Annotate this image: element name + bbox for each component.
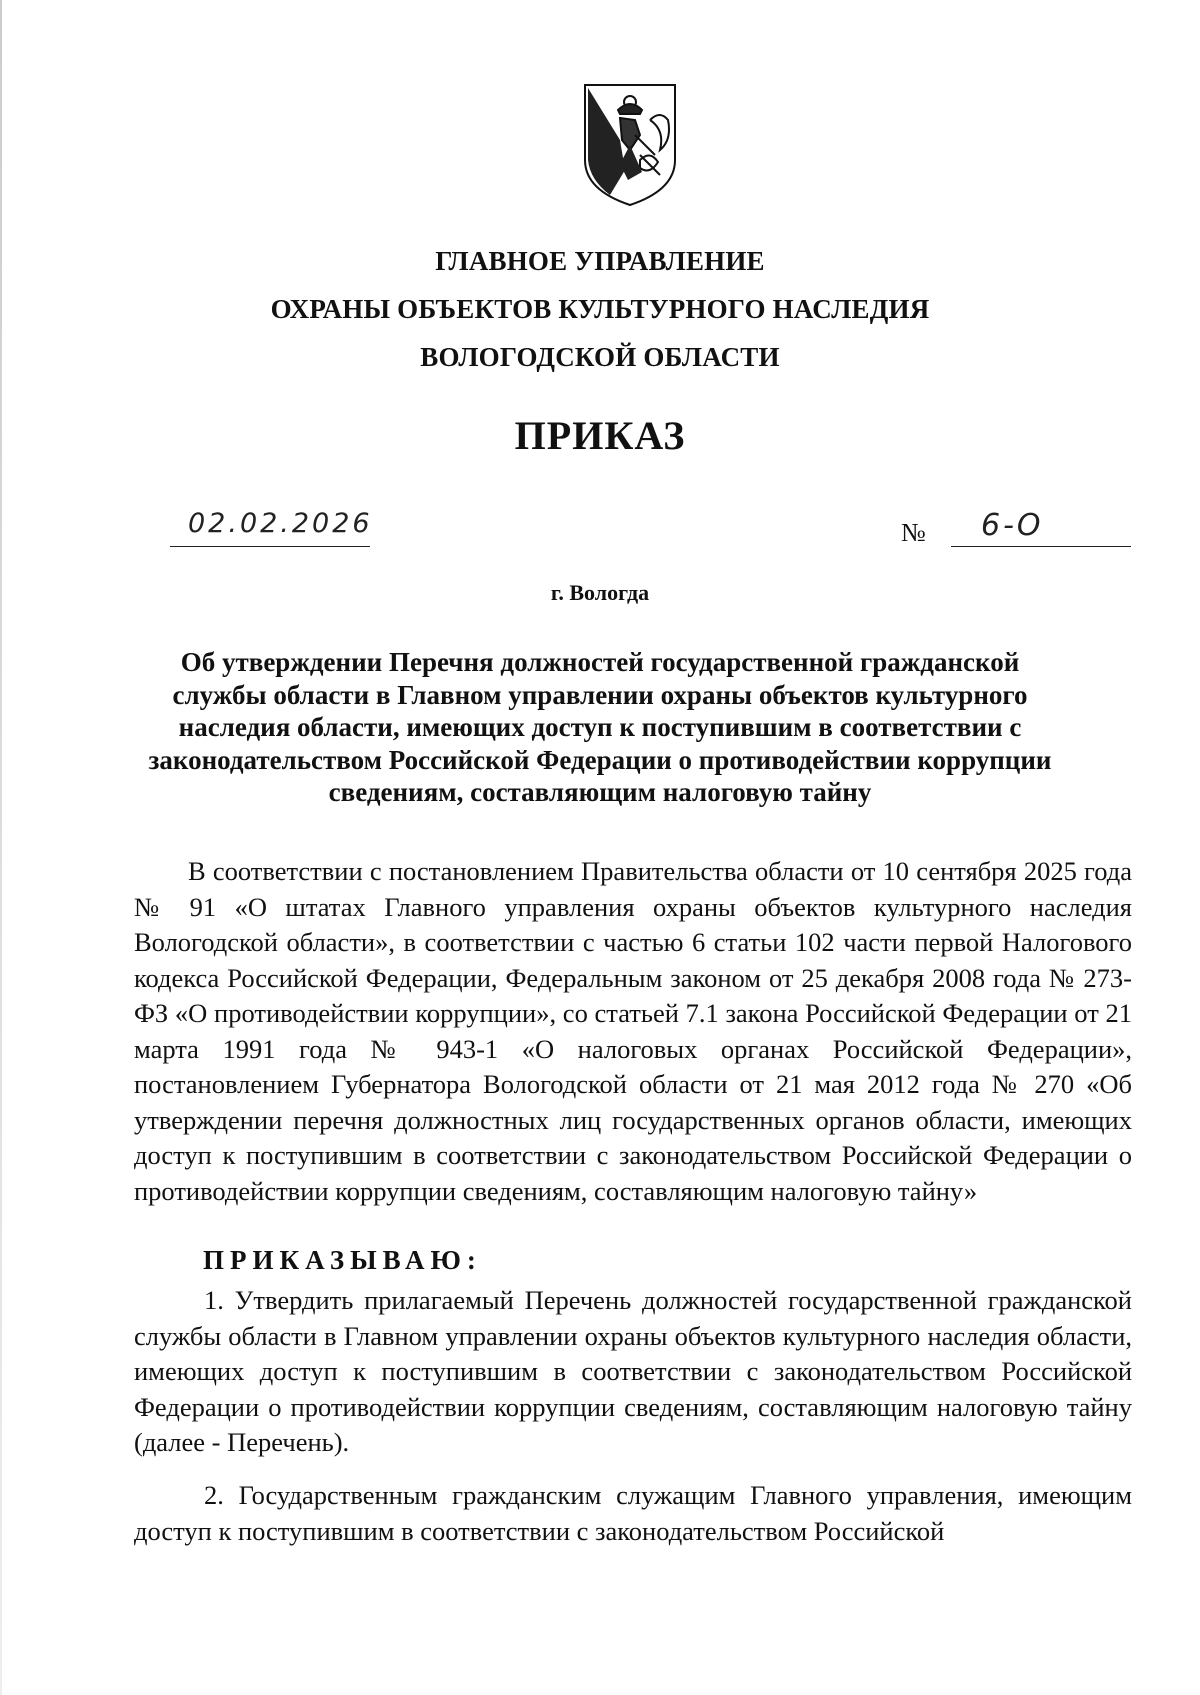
number-field (951, 508, 1131, 547)
decree-heading: ПРИКАЗЫВАЮ: (203, 1245, 482, 1275)
item-1-paragraph: 1. Утвердить прилагаемый Перечень должностей государственной гражданской службы области в Главном управлении охраны объектов культурного наследия области, имеющих доступ к поступившим в соответствии с законодательством Российской Федерации о противодействии коррупции сведениям, составляющим налоговую тайну (далее - Перечень). (134, 1285, 1132, 1457)
date-value: 02.02.2026 (188, 508, 373, 539)
org-line-3: ВОЛОГОДСКОЙ ОБЛАСТИ (420, 342, 780, 372)
coat-of-arms-icon (580, 80, 680, 210)
number-value: 6-О (981, 508, 1044, 543)
document-subject: Об утверждении Перечня должностей государственной гражданской службы области в Главном управлении охраны объектов культурного наследия области, имеющих доступ к поступившим в соответствии с законодательством Российской Федерации о противодействии коррупции сведениям, составляющим налоговую тайну (148, 647, 1052, 807)
item-2-paragraph: 2. Государственным гражданским служащим Главного управления, имеющим доступ к поступившим в соответствии с законодательством Российской (134, 1480, 1132, 1546)
org-line-1: ГЛАВНОЕ УПРАВЛЕНИЕ (435, 246, 765, 276)
preamble-paragraph: В соответствии с постановлением Правительства области от 10 сентября 2025 года № 91 «О штатах Главного управления охраны объектов культурного наследия Вологодской области», в соответствии с частью 6 статьи 102 части первой Налогового кодекса Российской Федерации, Федеральным законом от 25 декабря 2008 года № 273-ФЗ «О противодействии коррупции», со статьей 7.1 закона Российской Федерации от 21 марта 1991 года № 943-1 «О налоговых органах Российской Федерации», постановлением Губернатора Вологодской области от 21 мая 2012 года № 270 «Об утверждении перечня должностных лиц государственных органов области, имеющих доступ к поступившим в соответствии с законодательством Российской Федерации о противодействии коррупции сведениям, составляющим налоговую тайну» (134, 856, 1132, 1206)
document-type: ПРИКАЗ (514, 413, 686, 458)
city: г. Вологда (550, 580, 650, 605)
organization-name (0, 237, 1200, 381)
date-field (170, 508, 373, 547)
number-label: № (901, 518, 926, 547)
org-line-2: ОХРАНЫ ОБЪЕКТОВ КУЛЬТУРНОГО НАСЛЕДИЯ (270, 294, 930, 324)
